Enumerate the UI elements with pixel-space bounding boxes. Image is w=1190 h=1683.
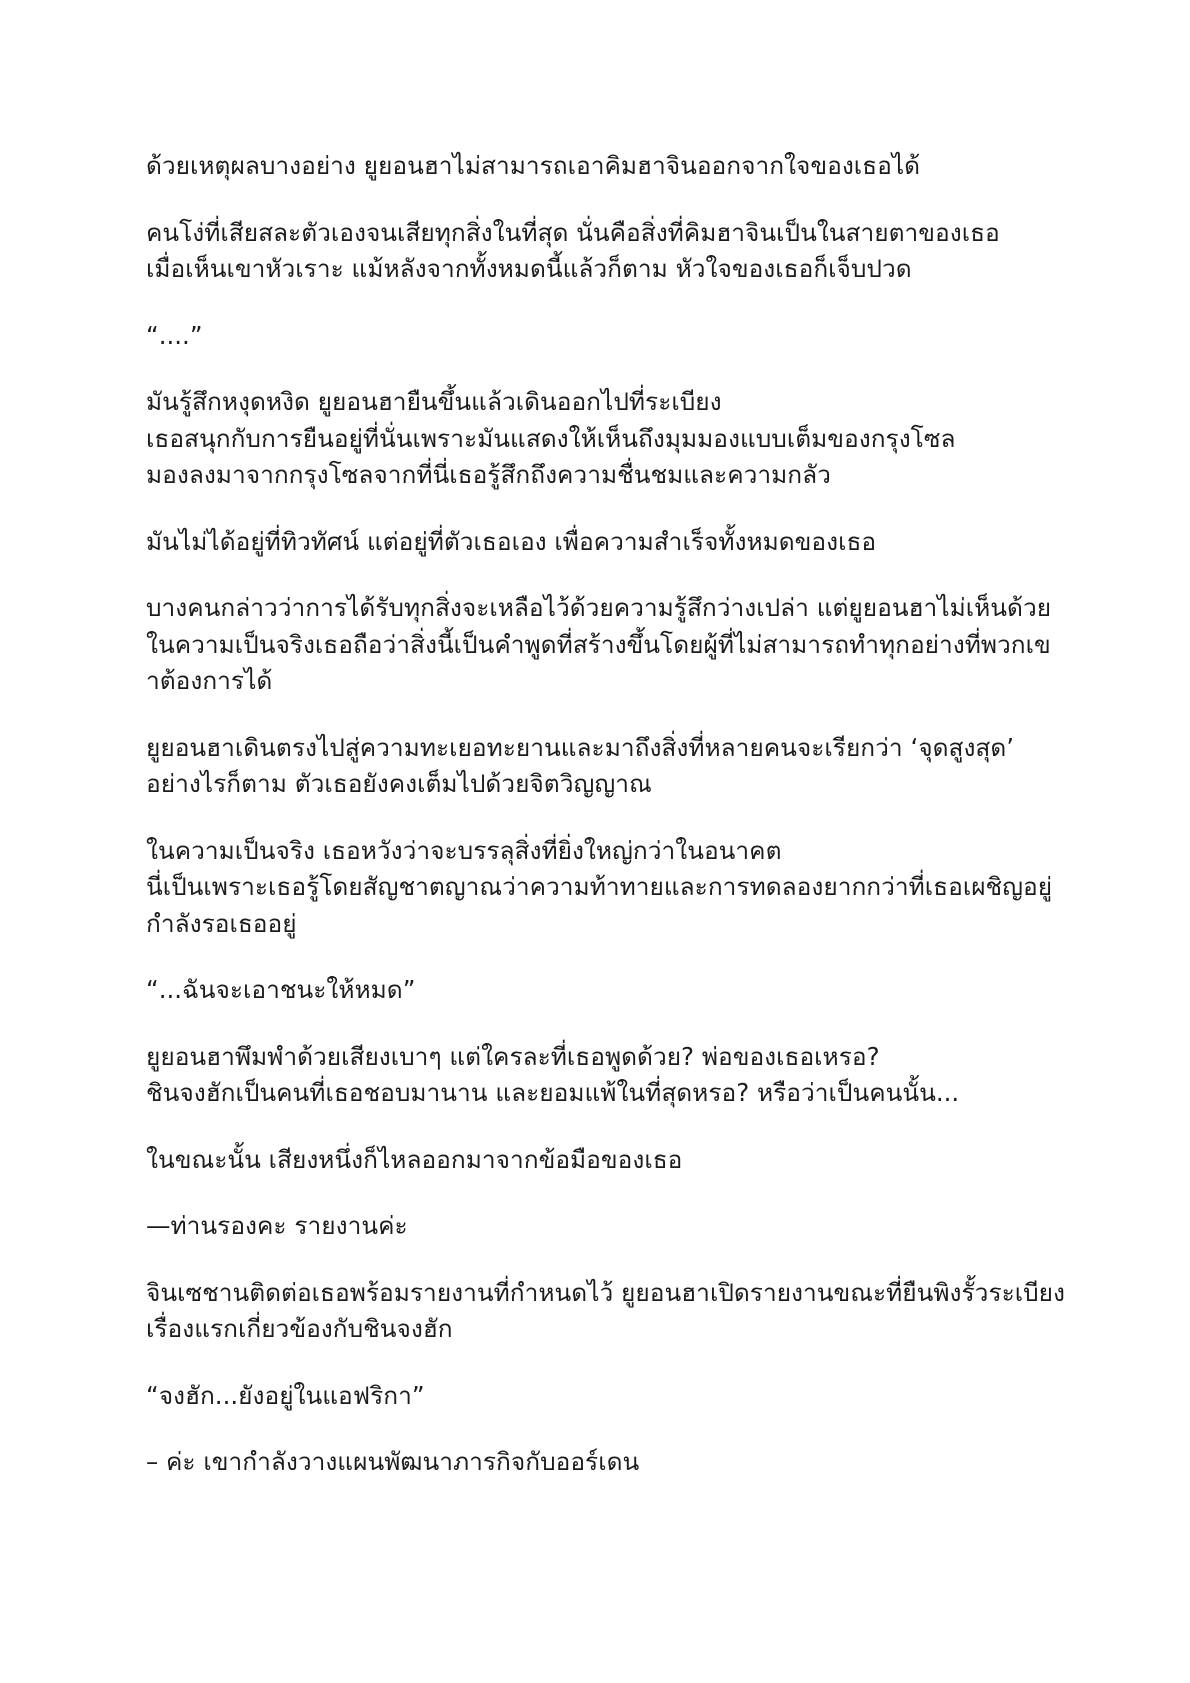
text-line: อย่างไรก็ตาม ตัวเธอยังคงเต็มไปด้วยจิตวิญญาณ bbox=[146, 769, 652, 798]
paragraph bbox=[146, 1275, 1066, 1348]
text-line: มองลงมาจากกรุงโซลจากที่นี่เธอรู้สึกถึงความชื่นชมและความกลัว bbox=[146, 460, 831, 489]
text-line: —ท่านรองคะ รายงานค่ะ bbox=[146, 1211, 408, 1240]
text-line: ในขณะนั้น เสียงหนึ่งก็ไหลออกมาจากข้อมือของเธอ bbox=[146, 1144, 683, 1174]
text-line: บางคนกล่าวว่าการได้รับทุกสิ่งจะเหลือไว้ด้วยความรู้สึกว่างเปล่า แต่ยูยอนฮาไม่เห็นด้วย bbox=[146, 593, 1052, 622]
text-line: ยูยอนฮาเดินตรงไปสู่ความทะเยอทะยานและมาถึงสิ่งที่หลายคนจะเรียกว่า ‘จุดสูงสุด’ bbox=[146, 732, 1015, 762]
document-body bbox=[146, 148, 1066, 1511]
text-line: คนโง่ที่เสียสละตัวเองจนเสียทุกสิ่งในที่สุด นั่นคือสิ่งที่คิมฮาจินเป็นในสายตาของเธอ bbox=[146, 217, 1000, 247]
text-line: “...ฉันจะเอาชนะให้หมด” bbox=[146, 975, 416, 1004]
paragraph bbox=[146, 1208, 1066, 1245]
text-line: “จงฮัก...ยังอยู่ในแอฟริกา” bbox=[146, 1380, 425, 1410]
text-line: ชินจงฮักเป็นคนที่เธอชอบมานาน และยอมแพ้ในที่สุดหรอ? หรือว่าเป็นคนนั้น... bbox=[146, 1078, 960, 1107]
text-line: เมื่อเห็นเขาหัวเราะ แม้หลังจากทั้งหมดนี้แล้วก็ตาม หัวใจของเธอก็เจ็บปวด bbox=[146, 254, 912, 283]
paragraph bbox=[146, 833, 1066, 943]
paragraph bbox=[146, 215, 1066, 288]
text-line: นี่เป็นเพราะเธอรู้โดยสัญชาตญาณว่าความท้าทายและการทดลองยากกว่าที่เธอเผชิญอยู่ bbox=[146, 872, 1053, 901]
text-line: มันรู้สึกหงุดหงิด ยูยอนฮายืนขึ้นแล้วเดินออกไปที่ระเบียง bbox=[146, 387, 722, 416]
paragraph bbox=[146, 972, 1066, 1009]
text-line: ในความเป็นจริงเธอถือว่าสิ่งนี้เป็นคำพูดที่สร้างขึ้นโดยผู้ที่ไม่สามารถทำทุกอย่างที่พวกเข bbox=[146, 629, 1051, 659]
text-line: าต้องการได้ bbox=[146, 666, 273, 695]
paragraph bbox=[146, 730, 1066, 803]
text-line: เธอสนุกกับการยืนอยู่ที่นั่นเพราะมันแสดงให้เห็นถึงมุมมองแบบเต็มของกรุงโซล bbox=[146, 423, 956, 453]
text-line: มันไม่ได้อยู่ที่ทิวทัศน์ แต่อยู่ที่ตัวเธอเอง เพื่อความสำเร็จทั้งหมดของเธอ bbox=[146, 526, 877, 556]
text-line: – ค่ะ เขากำลังวางแผนพัฒนาภารกิจกับออร์เดน bbox=[146, 1447, 640, 1476]
paragraph bbox=[146, 524, 1066, 561]
text-line: กำลังรอเธออยู่ bbox=[146, 908, 297, 938]
text-line: ยูยอนฮาพึมพำด้วยเสียงเบาๆ แต่ใครละที่เธอพูดด้วย? พ่อของเธอเหรอ? bbox=[146, 1041, 880, 1071]
paragraph bbox=[146, 590, 1066, 700]
paragraph bbox=[146, 1444, 1066, 1481]
text-line: เรื่องแรกเกี่ยวข้องกับชินจงฮัก bbox=[146, 1314, 453, 1343]
paragraph bbox=[146, 1142, 1066, 1179]
text-line: จินเซชานติดต่อเธอพร้อมรายงานที่กำหนดไว้ ยูยอนฮาเปิดรายงานขณะที่ยืนพิงรั้วระเบียง bbox=[146, 1277, 1066, 1307]
paragraph bbox=[146, 384, 1066, 494]
paragraph bbox=[146, 1378, 1066, 1415]
text-line: ด้วยเหตุผลบางอย่าง ยูยอนฮาไม่สามารถเอาคิมฮาจินออกจากใจของเธอได้ bbox=[146, 151, 921, 180]
text-line: ในความเป็นจริง เธอหวังว่าจะบรรลุสิ่งที่ยิ่งใหญ่กว่าในอนาคต bbox=[146, 835, 782, 865]
text-line: “....” bbox=[146, 320, 203, 350]
paragraph bbox=[146, 318, 1066, 355]
paragraph bbox=[146, 1039, 1066, 1112]
paragraph bbox=[146, 148, 1066, 185]
